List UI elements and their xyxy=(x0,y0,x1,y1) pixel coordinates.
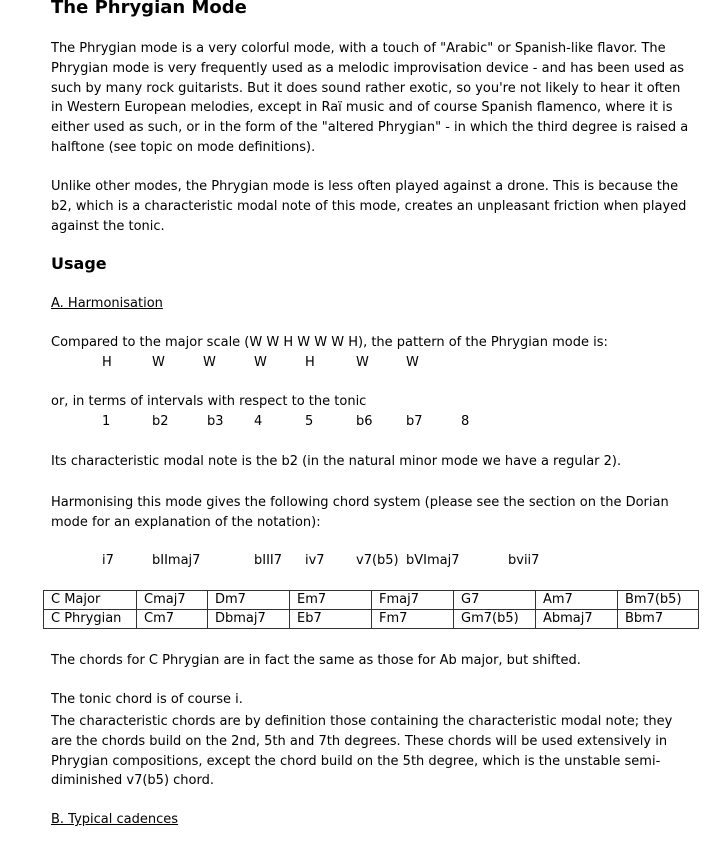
numeral-bvii7: bvii7 xyxy=(508,553,540,568)
table-cell: Fm7 xyxy=(372,610,454,629)
table-cell: Bbm7 xyxy=(618,610,699,629)
characteristic-text: The characteristic chords are by definition those containing the characteristic modal note; they are the chords build on the 2nd, 5th and 7th degrees. These chords will be used extensively in Phrygian compositions, except the chord build on the 5th degree, which is the unstable semi-diminished v7(b5) chord. xyxy=(51,714,673,789)
interval-6: b6 xyxy=(356,414,373,429)
numeral-biii7: bIII7 xyxy=(254,553,283,568)
numeral-v7b5: v7(b5) xyxy=(356,553,399,568)
chords-same-text: The chords for C Phrygian are in fact the same as those for Ab major, but shifted. xyxy=(51,653,581,668)
numeral-iv7: iv7 xyxy=(305,553,325,568)
intro-paragraph-2: Unlike other modes, the Phrygian mode is less often played against a drone. This is because the b2, which is a characteristic modal note of this mode, creates an unpleasant friction when played against the tonic. xyxy=(51,179,687,234)
interval-3: b3 xyxy=(207,414,224,429)
numeral-biimaj7: bIImaj7 xyxy=(152,553,201,568)
table-row xyxy=(44,610,699,629)
table-cell: Cmaj7 xyxy=(137,591,208,610)
harmonising-text: Harmonising this mode gives the following chord system (please see the section on the Dorian mode for an explanation of the notation): xyxy=(51,495,669,530)
step-1: H xyxy=(102,355,112,370)
table-cell: Dm7 xyxy=(208,591,290,610)
interval-2: b2 xyxy=(152,414,169,429)
table-cell: C Major xyxy=(44,591,137,610)
compare-text: Compared to the major scale (W W H W W W H), the pattern of the Phrygian mode is: xyxy=(51,335,608,350)
step-6: W xyxy=(356,355,369,370)
numeral-bvimaj7: bVImaj7 xyxy=(406,553,460,568)
table-cell: Em7 xyxy=(290,591,372,610)
table-cell: Abmaj7 xyxy=(536,610,618,629)
step-2: W xyxy=(152,355,165,370)
tonic-text: The tonic chord is of course i. xyxy=(51,692,243,707)
table-cell: G7 xyxy=(454,591,536,610)
interval-4: 4 xyxy=(254,414,263,429)
table-cell: Am7 xyxy=(536,591,618,610)
step-3: W xyxy=(203,355,216,370)
page-title: The Phrygian Mode xyxy=(51,0,247,18)
numeral-i7: i7 xyxy=(102,553,114,568)
table-cell: Bm7(b5) xyxy=(618,591,699,610)
intervals-intro: or, in terms of intervals with respect to the tonic xyxy=(51,394,367,409)
interval-1: 1 xyxy=(102,414,111,429)
usage-heading: Usage xyxy=(51,254,107,273)
modal-note-text: Its characteristic modal note is the b2 (in the natural minor mode we have a regular 2). xyxy=(51,454,622,469)
interval-7: b7 xyxy=(406,414,423,429)
table-cell: Dbmaj7 xyxy=(208,610,290,629)
table-cell: Eb7 xyxy=(290,610,372,629)
step-4: W xyxy=(254,355,267,370)
interval-5: 5 xyxy=(305,414,314,429)
table-cell: Fmaj7 xyxy=(372,591,454,610)
table-cell: Gm7(b5) xyxy=(454,610,536,629)
interval-8: 8 xyxy=(461,414,470,429)
harmonisation-heading: A. Harmonisation xyxy=(51,296,163,311)
step-5: H xyxy=(305,355,315,370)
table-cell: Cm7 xyxy=(137,610,208,629)
intro-paragraph-1: The Phrygian mode is a very colorful mode, with a touch of "Arabic" or Spanish-like flavor. The Phrygian mode is very frequently used as a melodic improvisation device - and has been used as such by many rock guitarists. But it does sound rather exotic, so you're not likely to hear it often in Western European melodies, except in Raï music and of course Spanish flamenco, where it is either used as such, or in the form of the "altered Phrygian" - in which the third degree is raised a halftone (see topic on mode definitions). xyxy=(51,41,689,155)
cadences-heading: B. Typical cadences xyxy=(51,812,179,827)
table-cell: C Phrygian xyxy=(44,610,137,629)
table-row xyxy=(44,591,699,610)
chord-table xyxy=(43,590,699,629)
step-7: W xyxy=(406,355,419,370)
